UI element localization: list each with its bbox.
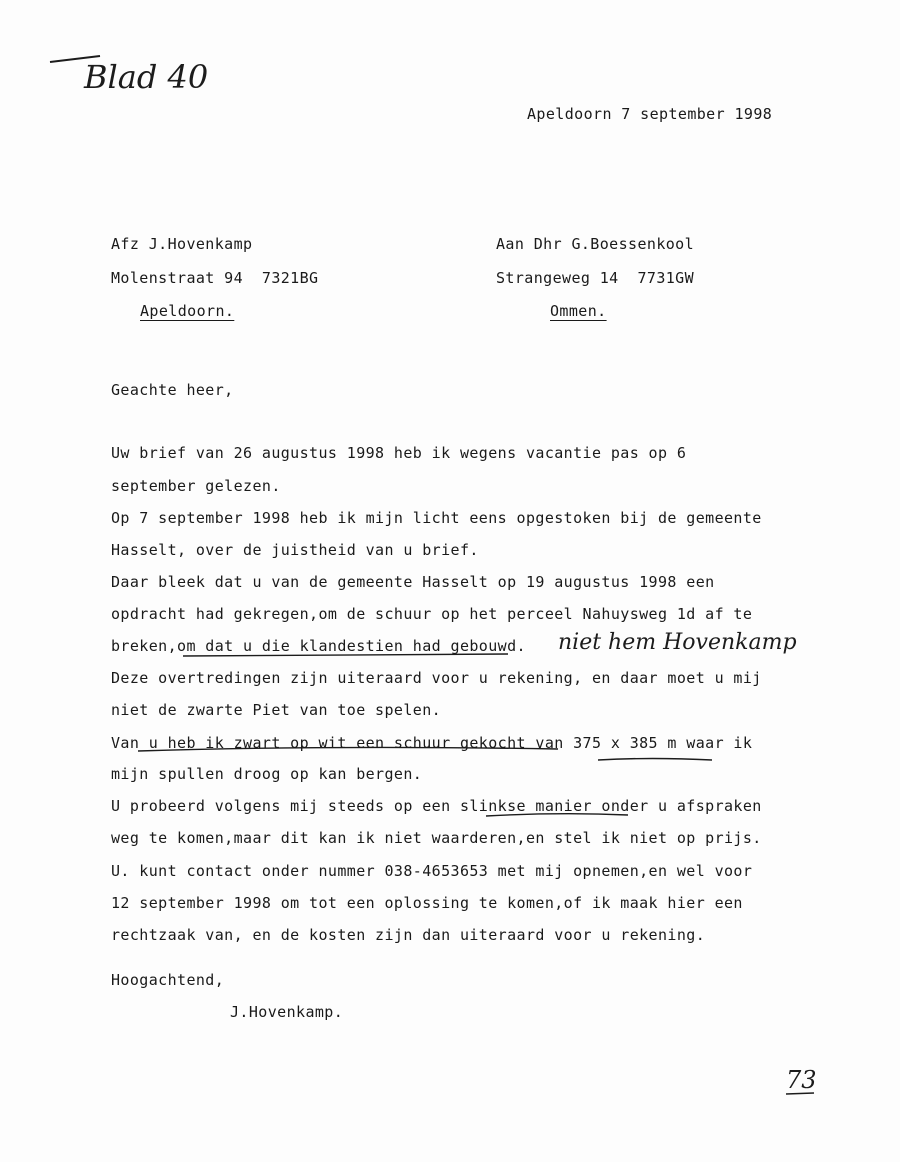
recipient-city: Ommen. xyxy=(550,302,607,320)
body-line: mijn spullen droog op kan bergen. xyxy=(111,765,423,783)
body-line: rechtzaak van, en de kosten zijn dan uiteraard voor u rekening. xyxy=(111,926,706,944)
sender-line1: Afz J.Hovenkamp xyxy=(111,235,253,253)
body-line: breken,om dat u die klandestien had gebouwd. xyxy=(111,637,526,655)
body-line: Op 7 september 1998 heb ik mijn licht eens opgestoken bij de gemeente xyxy=(111,509,762,527)
sender-line2: Molenstraat 94 7321BG xyxy=(111,269,319,287)
sender-city: Apeldoorn. xyxy=(140,302,235,320)
body-line: U probeerd volgens mij steeds op een slinkse manier onder u afspraken xyxy=(111,797,762,815)
body-line: Daar bleek dat u van de gemeente Hasselt op 19 augustus 1998 een xyxy=(111,573,715,591)
salutation: Geachte heer, xyxy=(111,381,234,399)
date-line: Apeldoorn 7 september 1998 xyxy=(527,105,773,123)
body-line: niet de zwarte Piet van toe spelen. xyxy=(111,701,442,719)
recipient-line2: Strangeweg 14 7731GW xyxy=(496,269,695,287)
body-line: Van u heb ik zwart op wit een schuur gekocht van 375 x 385 m waar ik xyxy=(111,734,753,752)
recipient-line1: Aan Dhr G.Boessenkool xyxy=(496,235,695,253)
page-label-handwritten: Blad 40 xyxy=(84,58,209,96)
signature: J.Hovenkamp. xyxy=(230,1003,344,1021)
body-line: weg te komen,maar dit kan ik niet waarderen,en stel ik niet op prijs. xyxy=(111,829,762,847)
body-line: opdracht had gekregen,om de schuur op het perceel Nahuysweg 1d af te xyxy=(111,605,753,623)
closing: Hoogachtend, xyxy=(111,971,225,989)
body-line: U. kunt contact onder nummer 038-4653653 met mij opnemen,en wel voor xyxy=(111,862,753,880)
handwritten-margin-note: niet hem Hovenkamp xyxy=(558,630,797,655)
page-number-handwritten: 73 xyxy=(786,1066,817,1094)
body-line: september gelezen. xyxy=(111,477,281,495)
body-line: Hasselt, over de juistheid van u brief. xyxy=(111,541,479,559)
body-line: Uw brief van 26 augustus 1998 heb ik wegens vacantie pas op 6 xyxy=(111,444,687,462)
body-line: 12 september 1998 om tot een oplossing te komen,of ik maak hier een xyxy=(111,894,743,912)
body-line: Deze overtredingen zijn uiteraard voor u rekening, en daar moet u mij xyxy=(111,669,762,687)
